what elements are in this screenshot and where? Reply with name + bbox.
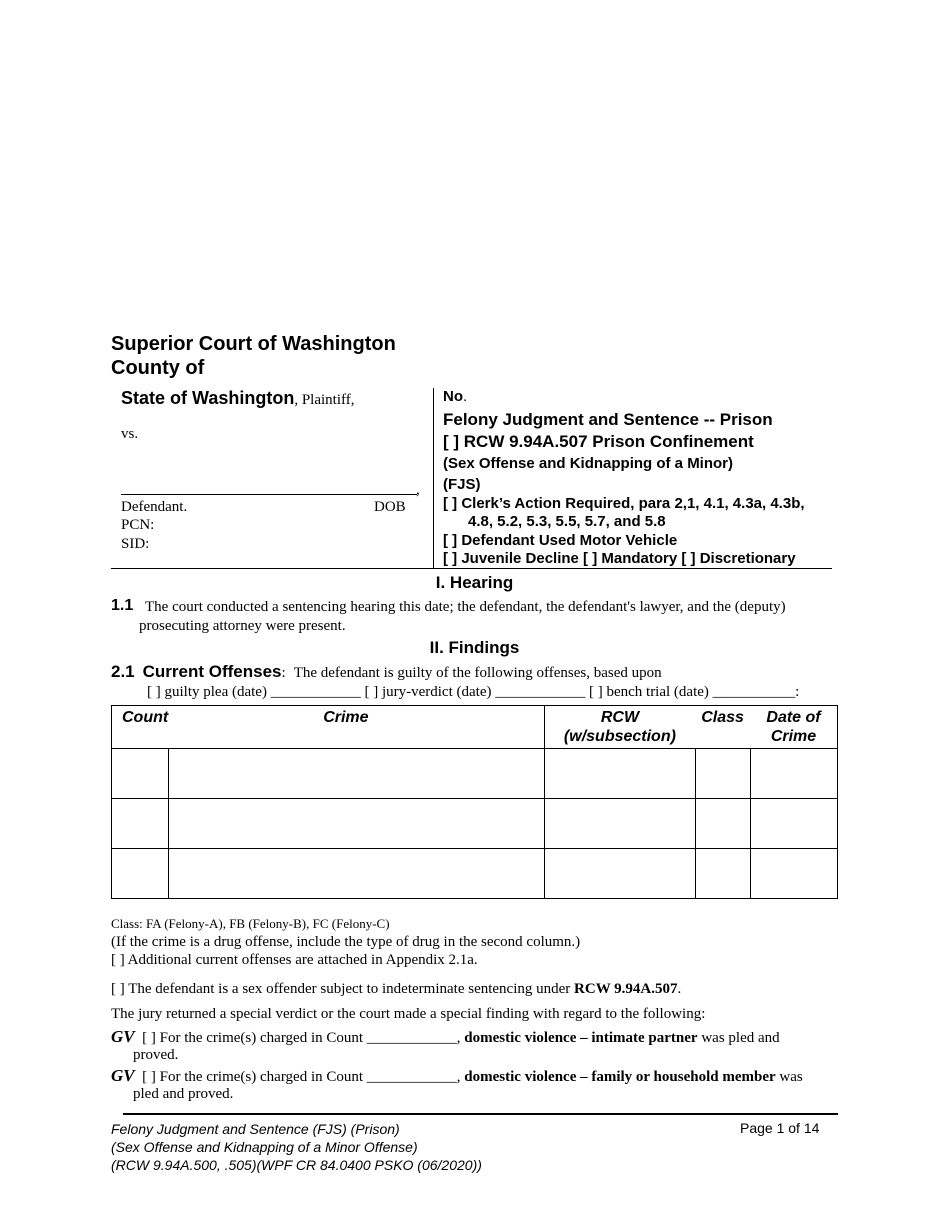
motor-vehicle-checkbox[interactable]: [ ] Defendant Used Motor Vehicle [443,532,678,549]
page-number: Page 1 of 14 [740,1120,820,1136]
case-number-label: No [443,388,463,405]
gv-intimate-partner-line2: proved. [133,1047,179,1063]
gv-bold: domestic violence – family or household member [464,1069,776,1085]
court-header [111,332,396,380]
gv-family-household-line2: pled and proved. [133,1086,234,1102]
caption-state [121,388,354,409]
col-class: Class [695,706,750,749]
table-row [112,849,838,899]
caption-bottom-rule [111,568,832,569]
para-2-1-number: 2.1 [111,662,135,681]
table-header-row [112,706,838,749]
footer-rule [123,1113,838,1115]
dob-label: DOB [374,499,406,515]
rcw-cell[interactable] [544,799,695,849]
sex-offender-text: [ ] The defendant is a sex offender subject to indeterminate sentencing under [111,981,575,997]
count-cell[interactable] [112,749,169,799]
footer-line3: (RCW 9.94A.500, .505)(WPF CR 84.0400 PSKO (06/2020)) [111,1157,482,1173]
table-row [112,799,838,849]
current-offenses-title: Current Offenses [142,662,282,681]
rcw-cell[interactable] [544,849,695,899]
sex-offender-rcw: RCW 9.94A.507 [574,981,678,997]
class-cell[interactable] [695,749,750,799]
col-date [750,706,837,749]
count-cell[interactable] [112,849,169,899]
crime-cell[interactable] [168,849,544,899]
section-findings-heading: II. Findings [429,638,520,657]
gv-intimate-partner[interactable] [111,1027,780,1048]
count-cell[interactable] [112,799,169,849]
clerk-action-paragraphs: 4.8, 5.2, 5.3, 5.5, 5.7, and 5.8 [468,513,666,530]
table-row [112,749,838,799]
additional-offenses-checkbox[interactable]: [ ] Additional current offenses are attached in Appendix 2.1a. [111,952,478,968]
class-cell[interactable] [695,799,750,849]
col-rcw [544,706,695,749]
sid-label: SID: [121,536,150,552]
defendant-label: Defendant. [121,499,188,515]
plaintiff-label: , Plaintiff, [294,392,355,408]
name-comma: , [416,482,420,498]
gv-text: [ ] For the crime(s) charged in Count ____________, [142,1030,465,1046]
case-number-dot: . [463,388,468,405]
state-name: State of Washington [121,388,295,408]
section-hearing-heading: I. Hearing [435,573,514,592]
form-title: Felony Judgment and Sentence -- Prison [443,410,773,429]
gv-bold: domestic violence – intimate partner [464,1030,698,1046]
verdict-options[interactable]: [ ] guilty plea (date) ____________ [ ] jury-verdict (date) ____________ [ ] bench trial (date) ___________: [147,684,800,700]
class-cell[interactable] [695,849,750,899]
gv-post: was pled and [697,1030,780,1046]
offenses-table [111,705,838,899]
gv-family-household[interactable] [111,1066,803,1087]
rcw-prison-checkbox[interactable]: [ ] RCW 9.94A.507 Prison Confinement [443,432,754,451]
juvenile-decline-checkbox[interactable]: [ ] Juvenile Decline [ ] Mandatory [ ] Discretionary [443,550,796,567]
col-date-line2: Crime [770,728,817,745]
para-1-1-number: 1.1 [111,597,134,614]
footer-text [111,1120,482,1174]
sex-offender-period: . [677,981,682,997]
gv-label: GV [111,1027,135,1046]
gv-post: was [775,1069,803,1085]
hearing-text-line1: The court conducted a sentencing hearing this date; the defendant, the defendant's lawyer, and the (deputy) [145,599,786,615]
col-date-line1: Date of [766,709,821,726]
date-cell[interactable] [750,749,837,799]
col-rcw-line2: (w/subsection) [563,728,676,745]
current-offenses-text: The defendant is guilty of the following offenses, based upon [293,665,662,681]
title-colon: : [281,665,286,681]
caption-divider [433,388,434,568]
crime-cell[interactable] [168,749,544,799]
defendant-name-line [121,494,417,495]
court-name: Superior Court of Washington [111,333,396,355]
county-label: County of [111,357,205,379]
special-verdict-text: The jury returned a special verdict or the court made a special finding with regard to the following: [111,1006,706,1022]
gv-label: GV [111,1066,135,1085]
crime-cell[interactable] [168,799,544,849]
rcw-cell[interactable] [544,749,695,799]
date-cell[interactable] [750,799,837,849]
gv-text: [ ] For the crime(s) charged in Count ____________, [142,1069,465,1085]
class-legend: Class: FA (Felony-A), FB (Felony-B), FC (Felony-C) [111,916,390,931]
clerk-action-checkbox[interactable]: [ ] Clerk’s Action Required, para 2,1, 4.1, 4.3a, 4.3b, [443,495,805,512]
col-crime: Crime [168,706,544,749]
footer-line1: Felony Judgment and Sentence (FJS) (Prison) [111,1121,400,1137]
current-offenses-line [111,662,662,683]
vs-label: vs. [121,426,139,442]
col-count: Count [112,706,169,749]
drug-note: (If the crime is a drug offense, include the type of drug in the second column.) [111,934,581,950]
case-number [443,388,467,405]
footer-line2: (Sex Offense and Kidnapping of a Minor Offense) [111,1139,418,1155]
hearing-text-line2: prosecuting attorney were present. [139,618,346,634]
col-rcw-line1: RCW [600,709,640,726]
form-abbrev: (FJS) [443,476,481,493]
date-cell[interactable] [750,849,837,899]
pcn-label: PCN: [121,517,155,533]
sex-offender-checkbox[interactable] [111,980,681,999]
form-subtitle: (Sex Offense and Kidnapping of a Minor) [443,455,734,472]
